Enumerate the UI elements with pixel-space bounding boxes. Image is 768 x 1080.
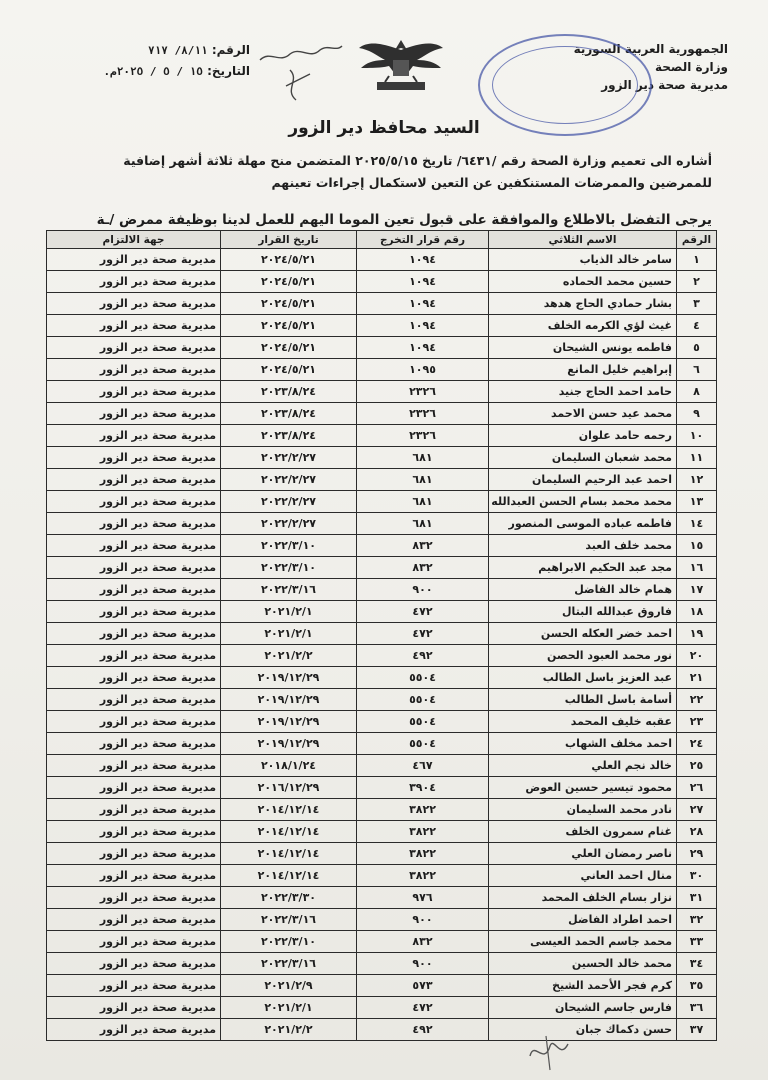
cell-name: محمد خلف العبد bbox=[489, 535, 677, 557]
cell-commitment-authority: مديرية صحة دير الزور bbox=[47, 315, 221, 337]
cell-graduation-decision: ٥٥٠٤ bbox=[357, 667, 489, 689]
cell-commitment-authority: مديرية صحة دير الزور bbox=[47, 645, 221, 667]
cell-commitment-authority: مديرية صحة دير الزور bbox=[47, 447, 221, 469]
reference-block bbox=[60, 40, 250, 82]
table-row bbox=[47, 1019, 717, 1041]
cell-graduation-decision: ١٠٩٤ bbox=[357, 293, 489, 315]
cell-number: ١٠ bbox=[677, 425, 717, 447]
cell-decision-date: ٢٠٢٤/٥/٢١ bbox=[221, 293, 357, 315]
cell-number: ٢٣ bbox=[677, 711, 717, 733]
date-label: التاريخ: bbox=[207, 64, 250, 78]
cell-graduation-decision: ٦٨١ bbox=[357, 491, 489, 513]
cell-commitment-authority: مديرية صحة دير الزور bbox=[47, 799, 221, 821]
cell-graduation-decision: ٢٣٢٦ bbox=[357, 381, 489, 403]
cell-number: ٣٢ bbox=[677, 909, 717, 931]
cell-decision-date: ٢٠٢٢/٣/١٦ bbox=[221, 953, 357, 975]
cell-commitment-authority: مديرية صحة دير الزور bbox=[47, 667, 221, 689]
table-row bbox=[47, 909, 717, 931]
cell-decision-date: ٢٠١٩/١٢/٢٩ bbox=[221, 689, 357, 711]
cell-name: أسامة باسل الطالب bbox=[489, 689, 677, 711]
cell-decision-date: ٢٠٢٢/٣/٣٠ bbox=[221, 887, 357, 909]
cell-commitment-authority: مديرية صحة دير الزور bbox=[47, 535, 221, 557]
table-row bbox=[47, 865, 717, 887]
cell-decision-date: ٢٠٢٢/٣/١٠ bbox=[221, 557, 357, 579]
cell-graduation-decision: ٦٨١ bbox=[357, 469, 489, 491]
cell-commitment-authority: مديرية صحة دير الزور bbox=[47, 711, 221, 733]
cell-name: محمد عيد حسن الاحمد bbox=[489, 403, 677, 425]
cell-decision-date: ٢٠٢١/٢/٩ bbox=[221, 975, 357, 997]
cell-number: ١٥ bbox=[677, 535, 717, 557]
cell-graduation-decision: ٤٦٧ bbox=[357, 755, 489, 777]
table-row bbox=[47, 425, 717, 447]
cell-name: حسين محمد الحماده bbox=[489, 271, 677, 293]
reference-label: الرقم: bbox=[211, 43, 250, 57]
cell-decision-date: ٢٠٢٢/٣/١٦ bbox=[221, 579, 357, 601]
cell-graduation-decision: ٨٣٢ bbox=[357, 557, 489, 579]
cell-decision-date: ٢٠١٤/١٢/١٤ bbox=[221, 821, 357, 843]
cell-decision-date: ٢٠٢٣/٨/٢٤ bbox=[221, 381, 357, 403]
cell-commitment-authority: مديرية صحة دير الزور bbox=[47, 403, 221, 425]
cell-number: ١٩ bbox=[677, 623, 717, 645]
cell-number: ٢٩ bbox=[677, 843, 717, 865]
cell-commitment-authority: مديرية صحة دير الزور bbox=[47, 271, 221, 293]
cell-decision-date: ٢٠١٤/١٢/١٤ bbox=[221, 843, 357, 865]
initials-signature-icon bbox=[520, 1026, 580, 1076]
cell-commitment-authority: مديرية صحة دير الزور bbox=[47, 755, 221, 777]
cell-commitment-authority: مديرية صحة دير الزور bbox=[47, 821, 221, 843]
header-commitment-authority: جهة الالتزام bbox=[47, 231, 221, 249]
cell-graduation-decision: ٥٥٠٤ bbox=[357, 689, 489, 711]
cell-decision-date: ٢٠٢٢/٢/٢٧ bbox=[221, 447, 357, 469]
cell-graduation-decision: ٣٨٢٢ bbox=[357, 843, 489, 865]
cell-commitment-authority: مديرية صحة دير الزور bbox=[47, 249, 221, 271]
cell-decision-date: ٢٠٢١/٢/٢ bbox=[221, 1019, 357, 1041]
ministry-name: وزارة الصحة bbox=[654, 60, 728, 74]
cell-name: احمد عبد الرحيم السليمان bbox=[489, 469, 677, 491]
table-row bbox=[47, 535, 717, 557]
cell-number: ٣١ bbox=[677, 887, 717, 909]
cell-decision-date: ٢٠٢١/٢/١ bbox=[221, 623, 357, 645]
cell-name: كرم فجر الأحمد الشيخ bbox=[489, 975, 677, 997]
cell-number: ٢٤ bbox=[677, 733, 717, 755]
table-row bbox=[47, 491, 717, 513]
table-row bbox=[47, 975, 717, 997]
cell-decision-date: ٢٠٢٢/٢/٢٧ bbox=[221, 469, 357, 491]
cell-graduation-decision: ١٠٩٤ bbox=[357, 249, 489, 271]
table-body bbox=[47, 249, 717, 1041]
table-row bbox=[47, 271, 717, 293]
table-row bbox=[47, 953, 717, 975]
cell-name: نزار بسام الخلف المحمد bbox=[489, 887, 677, 909]
table-row bbox=[47, 799, 717, 821]
body-line-1: أشاره الى تعميم وزارة الصحة رقم /٦٤٣١/ تاريخ ٢٠٢٥/٥/١٥ المتضمن منح مهلة ثلاثة أشهر إضافية bbox=[123, 153, 712, 168]
cell-number: ٤ bbox=[677, 315, 717, 337]
cell-name: حسن دكماك جبان bbox=[489, 1019, 677, 1041]
cell-name: مجد عبد الحكيم الابراهيم bbox=[489, 557, 677, 579]
cell-name: رحمه حامد علوان bbox=[489, 425, 677, 447]
cell-number: ٣٥ bbox=[677, 975, 717, 997]
cell-commitment-authority: مديرية صحة دير الزور bbox=[47, 491, 221, 513]
cell-decision-date: ٢٠١٩/١٢/٢٩ bbox=[221, 667, 357, 689]
eagle-emblem-icon bbox=[355, 34, 447, 100]
cell-name: سامر خالد الذياب bbox=[489, 249, 677, 271]
cell-graduation-decision: ٩٠٠ bbox=[357, 953, 489, 975]
cell-number: ١٣ bbox=[677, 491, 717, 513]
cell-commitment-authority: مديرية صحة دير الزور bbox=[47, 425, 221, 447]
cell-number: ١١ bbox=[677, 447, 717, 469]
table-row bbox=[47, 843, 717, 865]
cell-graduation-decision: ٣٨٢٢ bbox=[357, 799, 489, 821]
cell-graduation-decision: ٢٣٢٦ bbox=[357, 425, 489, 447]
cell-commitment-authority: مديرية صحة دير الزور bbox=[47, 557, 221, 579]
cell-graduation-decision: ٤٧٢ bbox=[357, 623, 489, 645]
cell-graduation-decision: ٣٨٢٢ bbox=[357, 821, 489, 843]
cell-commitment-authority: مديرية صحة دير الزور bbox=[47, 381, 221, 403]
cell-name: غيث لؤي الكرمه الخلف bbox=[489, 315, 677, 337]
header-number: الرقم bbox=[677, 231, 717, 249]
header-graduation-decision: رقم قرار التخرج bbox=[357, 231, 489, 249]
cell-graduation-decision: ١٠٩٤ bbox=[357, 315, 489, 337]
request-line: يرجى التفضل بالاطلاع والموافقة على قبول تعين الموما اليهم للعمل لدينا بوظيفة ممرض /ـة bbox=[96, 212, 712, 228]
table-row bbox=[47, 601, 717, 623]
cell-number: ٣ bbox=[677, 293, 717, 315]
cell-graduation-decision: ٤٧٢ bbox=[357, 601, 489, 623]
table-row bbox=[47, 887, 717, 909]
cell-graduation-decision: ٤٩٢ bbox=[357, 1019, 489, 1041]
cell-decision-date: ٢٠٢٢/٣/١٠ bbox=[221, 535, 357, 557]
cell-number: ١ bbox=[677, 249, 717, 271]
cell-name: إبراهيم خليل المانع bbox=[489, 359, 677, 381]
table-row bbox=[47, 381, 717, 403]
cell-decision-date: ٢٠٢٢/٣/١٠ bbox=[221, 931, 357, 953]
cell-graduation-decision: ٦٨١ bbox=[357, 447, 489, 469]
cell-decision-date: ٢٠٢٤/٥/٢١ bbox=[221, 315, 357, 337]
cell-commitment-authority: مديرية صحة دير الزور bbox=[47, 733, 221, 755]
cell-graduation-decision: ١٠٩٥ bbox=[357, 359, 489, 381]
cell-commitment-authority: مديرية صحة دير الزور bbox=[47, 359, 221, 381]
table-row bbox=[47, 315, 717, 337]
cell-commitment-authority: مديرية صحة دير الزور bbox=[47, 909, 221, 931]
nurses-table bbox=[46, 230, 717, 1041]
cell-name: نور محمد العبود الحصن bbox=[489, 645, 677, 667]
cell-commitment-authority: مديرية صحة دير الزور bbox=[47, 579, 221, 601]
cell-number: ٢٨ bbox=[677, 821, 717, 843]
cell-graduation-decision: ٣٩٠٤ bbox=[357, 777, 489, 799]
country-name: الجمهورية العربية السورية bbox=[573, 42, 728, 56]
table-row bbox=[47, 513, 717, 535]
cell-number: ١٨ bbox=[677, 601, 717, 623]
cell-decision-date: ٢٠٢١/٢/٢ bbox=[221, 645, 357, 667]
cell-name: عبد العزيز باسل الطالب bbox=[489, 667, 677, 689]
cell-number: ١٢ bbox=[677, 469, 717, 491]
cell-number: ١٧ bbox=[677, 579, 717, 601]
cell-name: احمد خضر العكله الحسن bbox=[489, 623, 677, 645]
cell-commitment-authority: مديرية صحة دير الزور bbox=[47, 931, 221, 953]
table-row bbox=[47, 359, 717, 381]
cell-name: احمد مخلف الشهاب bbox=[489, 733, 677, 755]
table-row bbox=[47, 997, 717, 1019]
cell-commitment-authority: مديرية صحة دير الزور bbox=[47, 293, 221, 315]
cell-decision-date: ٢٠٢٤/٥/٢١ bbox=[221, 359, 357, 381]
cell-name: احمد اطراد الفاضل bbox=[489, 909, 677, 931]
cell-name: غنام سمرون الخلف bbox=[489, 821, 677, 843]
table-row bbox=[47, 293, 717, 315]
cell-decision-date: ٢٠٢٢/٢/٢٧ bbox=[221, 513, 357, 535]
cell-commitment-authority: مديرية صحة دير الزور bbox=[47, 1019, 221, 1041]
table-row bbox=[47, 623, 717, 645]
cell-name: فاطمه يونس الشيحان bbox=[489, 337, 677, 359]
table-row bbox=[47, 711, 717, 733]
cell-commitment-authority: مديرية صحة دير الزور bbox=[47, 997, 221, 1019]
cell-number: ٣٧ bbox=[677, 1019, 717, 1041]
cell-graduation-decision: ٦٨١ bbox=[357, 513, 489, 535]
cell-number: ٣٠ bbox=[677, 865, 717, 887]
cell-commitment-authority: مديرية صحة دير الزور bbox=[47, 513, 221, 535]
cell-number: ١٤ bbox=[677, 513, 717, 535]
cell-number: ٢١ bbox=[677, 667, 717, 689]
cell-number: ٣٣ bbox=[677, 931, 717, 953]
cell-decision-date: ٢٠١٦/١٢/٢٩ bbox=[221, 777, 357, 799]
cell-decision-date: ٢٠١٤/١٢/١٤ bbox=[221, 799, 357, 821]
table-row bbox=[47, 579, 717, 601]
cell-name: همام خالد الفاضل bbox=[489, 579, 677, 601]
cell-number: ٦ bbox=[677, 359, 717, 381]
cell-graduation-decision: ٥٧٣ bbox=[357, 975, 489, 997]
header-decision-date: تاريخ القرار bbox=[221, 231, 357, 249]
cell-graduation-decision: ٣٨٢٢ bbox=[357, 865, 489, 887]
table-row bbox=[47, 733, 717, 755]
cell-graduation-decision: ٩٠٠ bbox=[357, 909, 489, 931]
cell-commitment-authority: مديرية صحة دير الزور bbox=[47, 601, 221, 623]
table-row bbox=[47, 403, 717, 425]
cell-name: خالد نجم العلي bbox=[489, 755, 677, 777]
reference-value: ٨/١١/ ٧١٧ bbox=[148, 44, 208, 57]
cell-name: محمد جاسم الحمد العيسى bbox=[489, 931, 677, 953]
table-row bbox=[47, 667, 717, 689]
cell-number: ١٦ bbox=[677, 557, 717, 579]
cell-number: ٨ bbox=[677, 381, 717, 403]
table-row bbox=[47, 777, 717, 799]
table-row bbox=[47, 755, 717, 777]
cell-name: محمود تيسير حسين العوض bbox=[489, 777, 677, 799]
cell-number: ٥ bbox=[677, 337, 717, 359]
cell-decision-date: ٢٠١٩/١٢/٢٩ bbox=[221, 733, 357, 755]
cell-decision-date: ٢٠٢٢/٢/٢٧ bbox=[221, 491, 357, 513]
cell-commitment-authority: مديرية صحة دير الزور bbox=[47, 623, 221, 645]
cell-decision-date: ٢٠٢٣/٨/٢٤ bbox=[221, 425, 357, 447]
cell-commitment-authority: مديرية صحة دير الزور bbox=[47, 777, 221, 799]
cell-name: نادر محمد السليمان bbox=[489, 799, 677, 821]
directorate-name: مديرية صحة دير الزور bbox=[601, 78, 728, 92]
cell-graduation-decision: ٩٧٦ bbox=[357, 887, 489, 909]
cell-name: فاروق عبدالله البتال bbox=[489, 601, 677, 623]
header-name: الاسم الثلاثي bbox=[489, 231, 677, 249]
cell-name: بشار حمادي الحاج هدهد bbox=[489, 293, 677, 315]
cell-decision-date: ٢٠١٨/١/٢٤ bbox=[221, 755, 357, 777]
table-row bbox=[47, 557, 717, 579]
table-row bbox=[47, 689, 717, 711]
cell-graduation-decision: ١٠٩٤ bbox=[357, 337, 489, 359]
cell-number: ٢٦ bbox=[677, 777, 717, 799]
cell-decision-date: ٢٠٢٤/٥/٢١ bbox=[221, 271, 357, 293]
body-line-2: للممرضين والممرضات المستنكفين عن التعين لاستكمال إجراءات تعينهم bbox=[271, 175, 712, 190]
cell-decision-date: ٢٠١٤/١٢/١٤ bbox=[221, 865, 357, 887]
table-row bbox=[47, 447, 717, 469]
date-value: ١٥ / ٥ / ٢٠٢٥م. bbox=[103, 65, 203, 78]
cell-commitment-authority: مديرية صحة دير الزور bbox=[47, 337, 221, 359]
table-row bbox=[47, 337, 717, 359]
cell-graduation-decision: ٤٩٢ bbox=[357, 645, 489, 667]
table-row bbox=[47, 645, 717, 667]
cell-number: ٢٢ bbox=[677, 689, 717, 711]
cell-name: ناصر رمضان العلي bbox=[489, 843, 677, 865]
cell-commitment-authority: مديرية صحة دير الزور bbox=[47, 843, 221, 865]
cell-name: منال احمد العاني bbox=[489, 865, 677, 887]
cell-decision-date: ٢٠٢١/٢/١ bbox=[221, 997, 357, 1019]
cell-number: ٣٦ bbox=[677, 997, 717, 1019]
cell-name: عقبه خليف المحمد bbox=[489, 711, 677, 733]
cell-name: محمد شعبان السليمان bbox=[489, 447, 677, 469]
addressee-title: السيد محافظ دير الزور bbox=[288, 118, 480, 138]
cell-decision-date: ٢٠٢٣/٨/٢٤ bbox=[221, 403, 357, 425]
table-row bbox=[47, 249, 717, 271]
cell-name: فارس جاسم الشيحان bbox=[489, 997, 677, 1019]
cell-name: فاطمه عباده الموسى المنصور bbox=[489, 513, 677, 535]
cell-graduation-decision: ٥٥٠٤ bbox=[357, 711, 489, 733]
cell-number: ٢ bbox=[677, 271, 717, 293]
cell-graduation-decision: ٤٧٢ bbox=[357, 997, 489, 1019]
cell-name: حامد احمد الحاج جنيد bbox=[489, 381, 677, 403]
cell-graduation-decision: ٩٠٠ bbox=[357, 579, 489, 601]
cell-decision-date: ٢٠٢٢/٣/١٦ bbox=[221, 909, 357, 931]
table-row bbox=[47, 469, 717, 491]
cell-commitment-authority: مديرية صحة دير الزور bbox=[47, 975, 221, 997]
cell-graduation-decision: ٨٣٢ bbox=[357, 535, 489, 557]
cell-graduation-decision: ٨٣٢ bbox=[357, 931, 489, 953]
table-row bbox=[47, 931, 717, 953]
table-header-row bbox=[47, 231, 717, 249]
cell-number: ٩ bbox=[677, 403, 717, 425]
cell-decision-date: ٢٠١٩/١٢/٢٩ bbox=[221, 711, 357, 733]
cell-name: محمد محمد بسام الحسن العبدالله bbox=[489, 491, 677, 513]
cell-number: ٢٧ bbox=[677, 799, 717, 821]
cell-commitment-authority: مديرية صحة دير الزور bbox=[47, 689, 221, 711]
cell-commitment-authority: مديرية صحة دير الزور bbox=[47, 953, 221, 975]
cell-number: ٢٠ bbox=[677, 645, 717, 667]
cell-graduation-decision: ٢٣٢٦ bbox=[357, 403, 489, 425]
cell-number: ٢٥ bbox=[677, 755, 717, 777]
cell-graduation-decision: ٥٥٠٤ bbox=[357, 733, 489, 755]
cell-name: محمد خالد الحسين bbox=[489, 953, 677, 975]
cell-number: ٣٤ bbox=[677, 953, 717, 975]
cell-commitment-authority: مديرية صحة دير الزور bbox=[47, 887, 221, 909]
cell-commitment-authority: مديرية صحة دير الزور bbox=[47, 865, 221, 887]
cell-decision-date: ٢٠٢١/٢/١ bbox=[221, 601, 357, 623]
cell-commitment-authority: مديرية صحة دير الزور bbox=[47, 469, 221, 491]
cell-graduation-decision: ١٠٩٤ bbox=[357, 271, 489, 293]
cell-decision-date: ٢٠٢٤/٥/٢١ bbox=[221, 337, 357, 359]
table-row bbox=[47, 821, 717, 843]
cell-decision-date: ٢٠٢٤/٥/٢١ bbox=[221, 249, 357, 271]
handwritten-signature-icon bbox=[250, 30, 350, 110]
